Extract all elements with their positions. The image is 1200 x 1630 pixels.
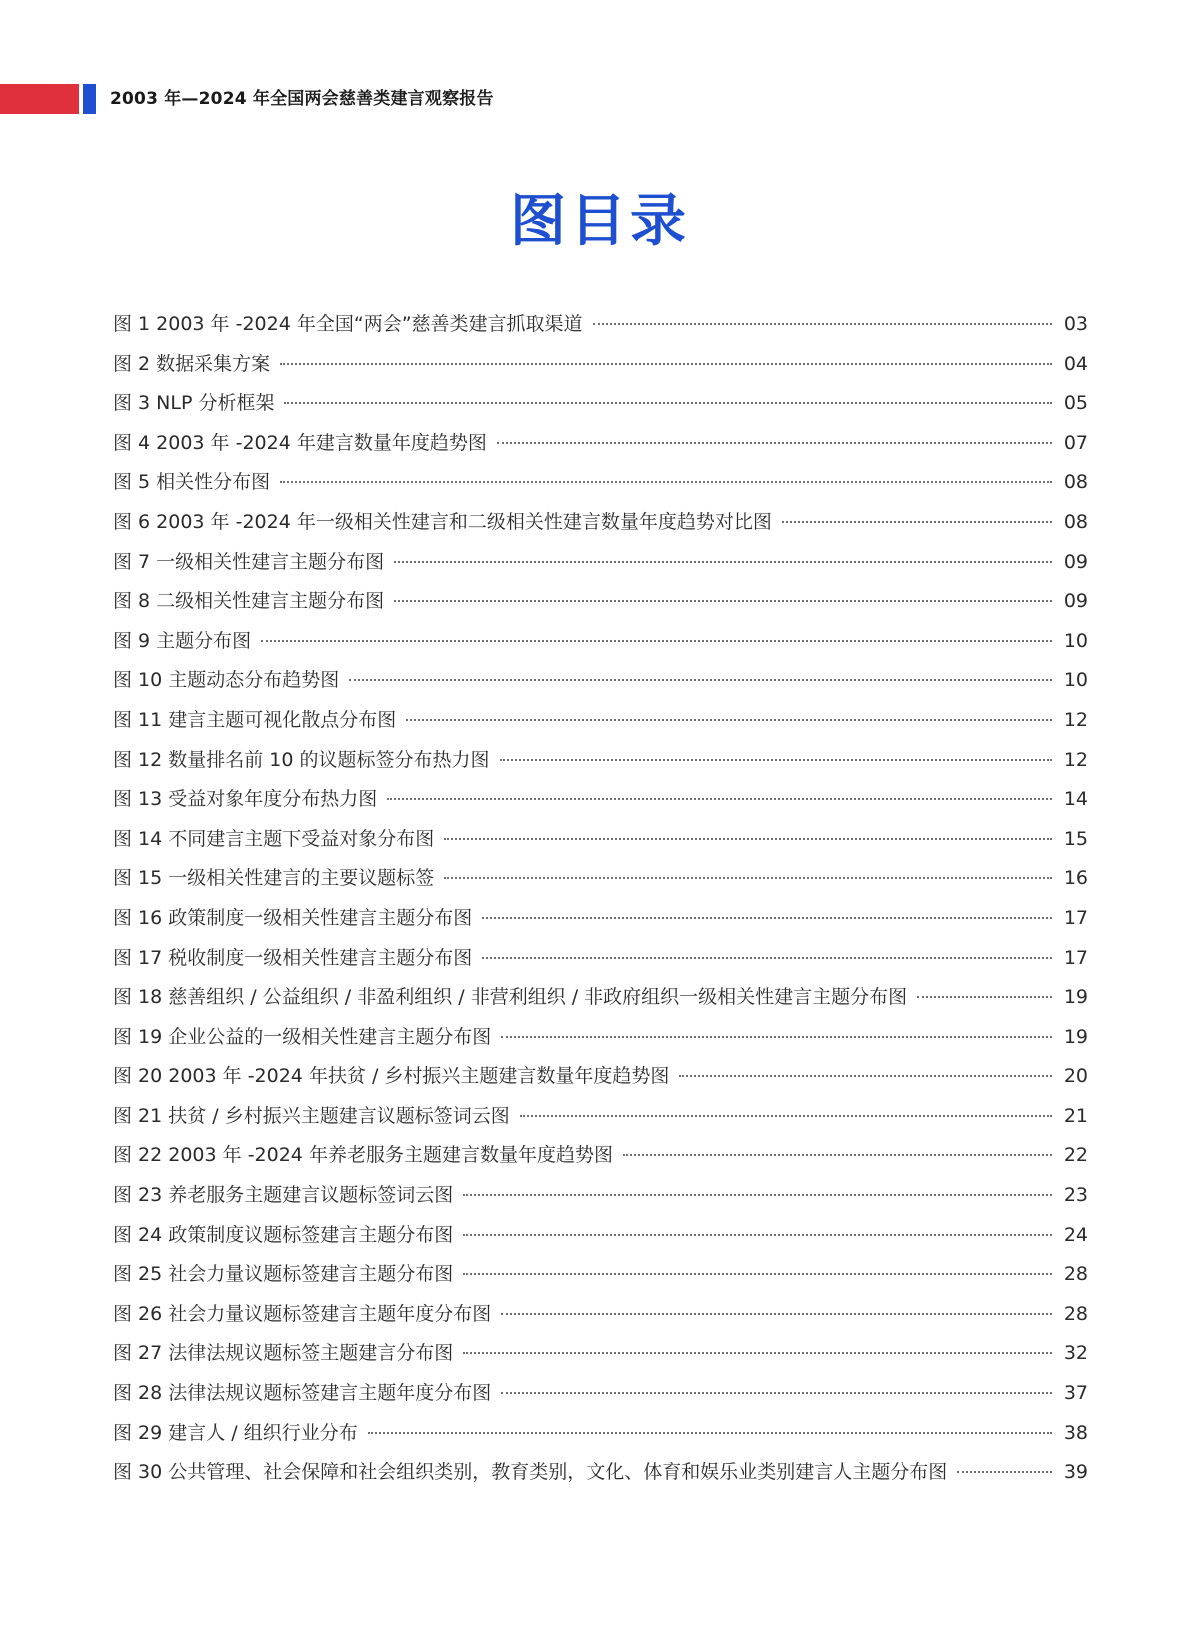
figure-entry-page: 23 bbox=[1063, 1184, 1088, 1207]
figure-entry-page: 05 bbox=[1063, 392, 1088, 415]
figure-entry-label: 图 2 数据采集方案 bbox=[113, 352, 271, 375]
figure-entry-page: 38 bbox=[1063, 1421, 1088, 1444]
dot-leader bbox=[957, 1471, 1052, 1473]
figure-entry-label: 图 27 法律法规议题标签主题建言分布图 bbox=[113, 1342, 454, 1365]
figure-list-item[interactable] bbox=[113, 1340, 1088, 1380]
figure-entry-page: 20 bbox=[1063, 1065, 1088, 1088]
figure-entry-page: 03 bbox=[1063, 313, 1088, 335]
figure-entry-label: 图 21 扶贫 / 乡村振兴主题建言议题标签词云图 bbox=[113, 1104, 510, 1127]
figure-entry-label: 图 14 不同建言主题下受益对象分布图 bbox=[113, 827, 435, 850]
figure-list-item[interactable] bbox=[113, 984, 1088, 1024]
figure-entry-label: 图 9 主题分布图 bbox=[113, 629, 252, 652]
dot-leader bbox=[349, 679, 1052, 681]
dot-leader bbox=[280, 363, 1052, 365]
figure-entry-label: 图 26 社会力量议题标签建言主题年度分布图 bbox=[113, 1302, 492, 1325]
figure-entry-label: 图 19 企业公益的一级相关性建言主题分布图 bbox=[113, 1025, 492, 1048]
figure-entry-page: 07 bbox=[1063, 431, 1088, 454]
dot-leader bbox=[394, 561, 1052, 563]
dot-leader bbox=[501, 1313, 1052, 1315]
figure-list-item[interactable] bbox=[113, 1222, 1088, 1262]
figure-list-item[interactable] bbox=[113, 390, 1088, 430]
figure-entry-label: 图 22 2003 年 -2024 年养老服务主题建言数量年度趋势图 bbox=[113, 1144, 613, 1167]
figure-entry-label: 图 20 2003 年 -2024 年扶贫 / 乡村振兴主题建言数量年度趋势图 bbox=[113, 1065, 670, 1088]
report-header bbox=[0, 84, 1200, 114]
figure-list-item[interactable] bbox=[113, 945, 1088, 985]
dot-leader bbox=[497, 442, 1052, 444]
figure-list-item[interactable] bbox=[113, 667, 1088, 707]
figure-entry-page: 37 bbox=[1063, 1382, 1088, 1405]
dot-leader bbox=[679, 1075, 1052, 1077]
figure-entry-label: 图 3 NLP 分析框架 bbox=[113, 392, 275, 415]
figure-list-item[interactable] bbox=[113, 1103, 1088, 1143]
figure-entry-label: 图 12 数量排名前 10 的议题标签分布热力图 bbox=[113, 748, 490, 771]
figure-entry-page: 28 bbox=[1063, 1302, 1088, 1325]
figure-entry-page: 10 bbox=[1063, 629, 1088, 652]
figure-list-item[interactable] bbox=[113, 1301, 1088, 1341]
figure-list-item[interactable] bbox=[113, 865, 1088, 905]
dot-leader bbox=[463, 1194, 1052, 1196]
figure-entry-label: 图 28 法律法规议题标签建言主题年度分布图 bbox=[113, 1382, 492, 1405]
figure-list-item[interactable] bbox=[113, 628, 1088, 668]
dot-leader bbox=[593, 323, 1052, 325]
dot-leader bbox=[500, 759, 1052, 761]
dot-leader bbox=[444, 877, 1052, 879]
figure-list-item[interactable] bbox=[113, 1182, 1088, 1222]
figure-list-item[interactable] bbox=[113, 311, 1088, 351]
figure-list-item[interactable] bbox=[113, 351, 1088, 391]
dot-leader bbox=[463, 1352, 1052, 1354]
dot-leader bbox=[284, 402, 1052, 404]
figure-entry-page: 19 bbox=[1063, 986, 1088, 1009]
figure-list-item[interactable] bbox=[113, 1142, 1088, 1182]
figure-entry-page: 21 bbox=[1063, 1104, 1088, 1127]
figure-entry-page: 16 bbox=[1063, 867, 1088, 890]
figure-list-item[interactable] bbox=[113, 1420, 1088, 1460]
figure-entry-page: 08 bbox=[1063, 510, 1088, 533]
figure-entry-label: 图 17 税收制度一级相关性建言主题分布图 bbox=[113, 946, 473, 969]
figure-entry-label: 图 5 相关性分布图 bbox=[113, 471, 271, 494]
figure-list-item[interactable] bbox=[113, 509, 1088, 549]
figure-list-item[interactable] bbox=[113, 430, 1088, 470]
figure-entry-page: 32 bbox=[1063, 1342, 1088, 1365]
dot-leader bbox=[520, 1115, 1052, 1117]
dot-leader bbox=[261, 640, 1052, 642]
figure-entry-label: 图 18 慈善组织 / 公益组织 / 非盈利组织 / 非营利组织 / 非政府组织一级相关性建言主题分布图 bbox=[113, 986, 908, 1009]
figure-entry-page: 09 bbox=[1063, 550, 1088, 573]
dot-leader bbox=[501, 1036, 1052, 1038]
dot-leader bbox=[463, 1234, 1052, 1236]
figure-entry-page: 14 bbox=[1063, 788, 1088, 811]
figure-list-item[interactable] bbox=[113, 469, 1088, 509]
figure-entry-page: 10 bbox=[1063, 669, 1088, 692]
figure-entry-label: 图 13 受益对象年度分布热力图 bbox=[113, 788, 378, 811]
dot-leader bbox=[444, 838, 1052, 840]
page-title: 图目录 bbox=[510, 189, 690, 254]
figure-list-item[interactable] bbox=[113, 549, 1088, 589]
dot-leader bbox=[387, 798, 1052, 800]
figure-entry-page: 39 bbox=[1063, 1461, 1088, 1484]
figure-list-item[interactable] bbox=[113, 1380, 1088, 1420]
figure-entry-page: 17 bbox=[1063, 946, 1088, 969]
figure-list-item[interactable] bbox=[113, 747, 1088, 787]
dot-leader bbox=[406, 719, 1052, 721]
figure-list-item[interactable] bbox=[113, 786, 1088, 826]
figure-entry-label: 图 23 养老服务主题建言议题标签词云图 bbox=[113, 1184, 454, 1207]
figure-entry-label: 图 16 政策制度一级相关性建言主题分布图 bbox=[113, 906, 473, 929]
figure-entry-label: 图 8 二级相关性建言主题分布图 bbox=[113, 590, 385, 613]
dot-leader bbox=[482, 917, 1052, 919]
dot-leader bbox=[623, 1154, 1052, 1156]
header-blue-bar bbox=[83, 84, 96, 114]
figure-entry-label: 图 29 建言人 / 组织行业分布 bbox=[113, 1421, 358, 1444]
report-title: 2003 年—2024 年全国两会慈善类建言观察报告 bbox=[110, 89, 494, 109]
figure-entry-page: 28 bbox=[1063, 1263, 1088, 1286]
figure-entry-page: 09 bbox=[1063, 590, 1088, 613]
figure-entry-label: 图 30 公共管理、社会保障和社会组织类别，教育类别，文化、体育和娱乐业类别建言人主题分布图 bbox=[113, 1461, 948, 1484]
figure-list bbox=[113, 311, 1088, 1499]
dot-leader bbox=[463, 1273, 1052, 1275]
header-red-bar bbox=[0, 84, 79, 114]
figure-entry-label: 图 15 一级相关性建言的主要议题标签 bbox=[113, 867, 435, 890]
figure-entry-label: 图 11 建言主题可视化散点分布图 bbox=[113, 708, 397, 731]
figure-entry-label: 图 4 2003 年 -2024 年建言数量年度趋势图 bbox=[113, 431, 487, 454]
dot-leader bbox=[917, 996, 1052, 998]
figure-entry-page: 04 bbox=[1063, 352, 1088, 375]
figure-entry-page: 24 bbox=[1063, 1223, 1088, 1246]
figure-entry-page: 17 bbox=[1063, 906, 1088, 929]
figure-entry-page: 08 bbox=[1063, 471, 1088, 494]
figure-list-item[interactable] bbox=[113, 1063, 1088, 1103]
figure-list-item[interactable] bbox=[113, 588, 1088, 628]
figure-list-item[interactable] bbox=[113, 1024, 1088, 1064]
figure-entry-page: 19 bbox=[1063, 1025, 1088, 1048]
dot-leader bbox=[280, 481, 1052, 483]
figure-entry-page: 15 bbox=[1063, 827, 1088, 850]
dot-leader bbox=[501, 1392, 1052, 1394]
figure-list-item[interactable] bbox=[113, 1459, 1088, 1499]
figure-entry-label: 图 25 社会力量议题标签建言主题分布图 bbox=[113, 1263, 454, 1286]
figure-entry-page: 12 bbox=[1063, 748, 1088, 771]
figure-entry-label: 图 1 2003 年 -2024 年全国“两会”慈善类建言抓取渠道 bbox=[113, 313, 583, 335]
figure-entry-label: 图 10 主题动态分布趋势图 bbox=[113, 669, 340, 692]
figure-entry-label: 图 24 政策制度议题标签建言主题分布图 bbox=[113, 1223, 454, 1246]
dot-leader bbox=[782, 521, 1052, 523]
figure-entry-page: 22 bbox=[1063, 1144, 1088, 1167]
figure-list-item[interactable] bbox=[113, 707, 1088, 747]
figure-entry-label: 图 7 一级相关性建言主题分布图 bbox=[113, 550, 385, 573]
figure-list-item[interactable] bbox=[113, 905, 1088, 945]
dot-leader bbox=[394, 600, 1052, 602]
figure-entry-label: 图 6 2003 年 -2024 年一级相关性建言和二级相关性建言数量年度趋势对比图 bbox=[113, 510, 772, 533]
dot-leader bbox=[368, 1432, 1052, 1434]
figure-list-item[interactable] bbox=[113, 826, 1088, 866]
figure-list-item[interactable] bbox=[113, 1261, 1088, 1301]
dot-leader bbox=[482, 957, 1052, 959]
figure-entry-page: 12 bbox=[1063, 708, 1088, 731]
